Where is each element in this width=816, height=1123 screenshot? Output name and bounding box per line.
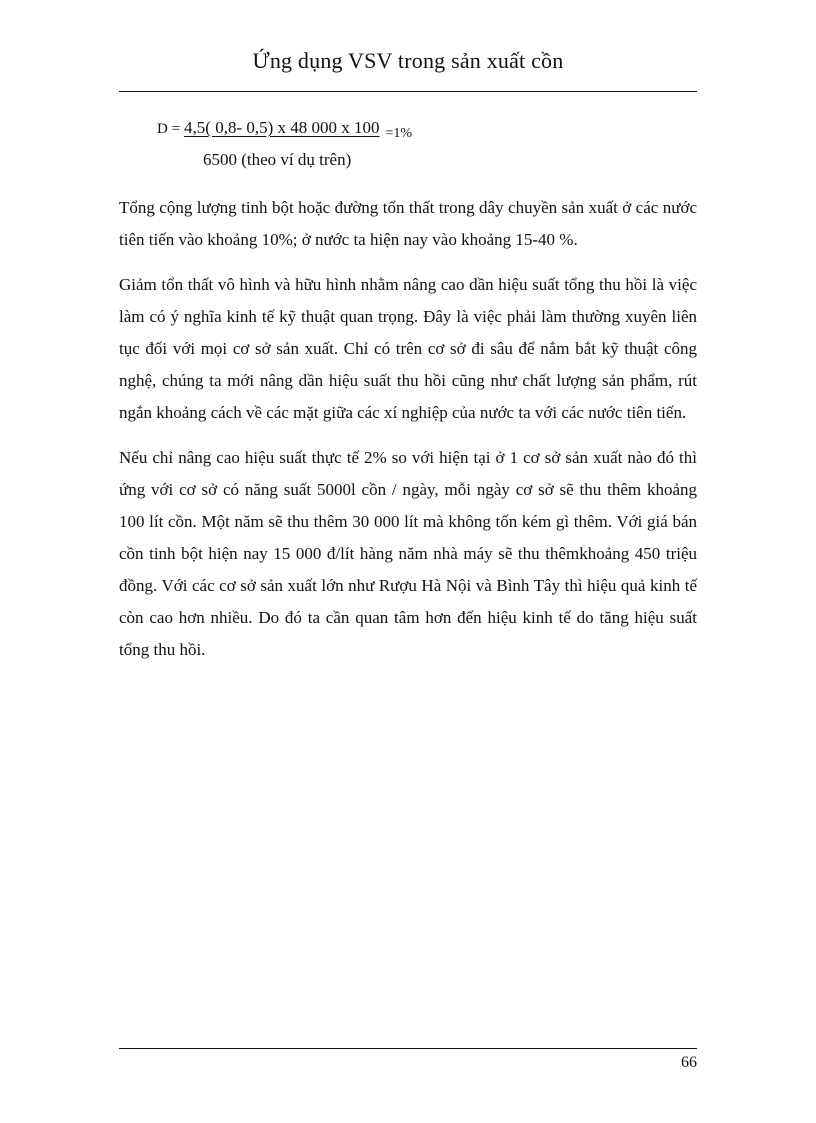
formula-block (157, 118, 412, 170)
page-header-title: Ứng dụng VSV trong sản xuất cồn (252, 48, 564, 73)
page-number: 66 (681, 1054, 697, 1071)
body-text (119, 192, 697, 679)
paragraph: Nếu chỉ nâng cao hiệu suất thực tế 2% so với hiện tại ở 1 cơ sở sản xuất nào đó thì ứng với cơ sở có năng suất 5000l cồn / ngày, mỗi ngày cơ sở sẽ thu thêm khoảng 100 lít cồn. Một năm sẽ thu thêm 30 000 lít mà không tốn kém gì thêm. Với giá bán cồn tinh bột hiện nay 15 000 đ/lít hàng năm nhà máy sẽ thu thêmkhoảng 450 triệu đồng. Với các cơ sở sản xuất lớn như Rượu Hà Nội và Bình Tây thì hiệu quả kinh tế còn cao hơn nhiều. Do đó ta cần quan tâm hơn đến hiệu kinh tế do tăng hiệu suất tổng thu hồi. (119, 448, 697, 659)
header-divider (119, 91, 697, 92)
formula-denominator: 6500 (theo ví dụ trên) (203, 150, 352, 169)
formula-result: =1% (385, 126, 413, 141)
paragraph: Tổng cộng lượng tinh bột hoặc đường tổn thất trong dây chuyền sản xuất ở các nước tiên tiến vào khoảng 10%; ở nước ta hiện nay vào khoảng 15-40 %. (119, 198, 697, 249)
formula-lhs: D = (157, 121, 181, 137)
formula-top-row (157, 118, 413, 141)
formula-numerator: 4,5( 0,8- 0,5) x 48 000 x 100 (184, 118, 380, 137)
footer-divider (119, 1048, 697, 1049)
paragraph: Giảm tổn thất vô hình và hữu hình nhằm nâng cao dần hiệu suất tổng thu hồi là việc làm có ý nghĩa kinh tế kỹ thuật quan trọng. Đây là việc phải làm thường xuyên liên tục đối với mọi cơ sở sản xuất. Chỉ có trên cơ sở đi sâu để nắm bắt kỹ thuật công nghệ, chúng ta mới nâng dần hiệu suất thu hồi cũng như chất lượng sản phẩm, rút ngắn khoảng cách về các mặt giữa các xí nghiệp của nước ta với các nước tiên tiến. (119, 275, 697, 422)
